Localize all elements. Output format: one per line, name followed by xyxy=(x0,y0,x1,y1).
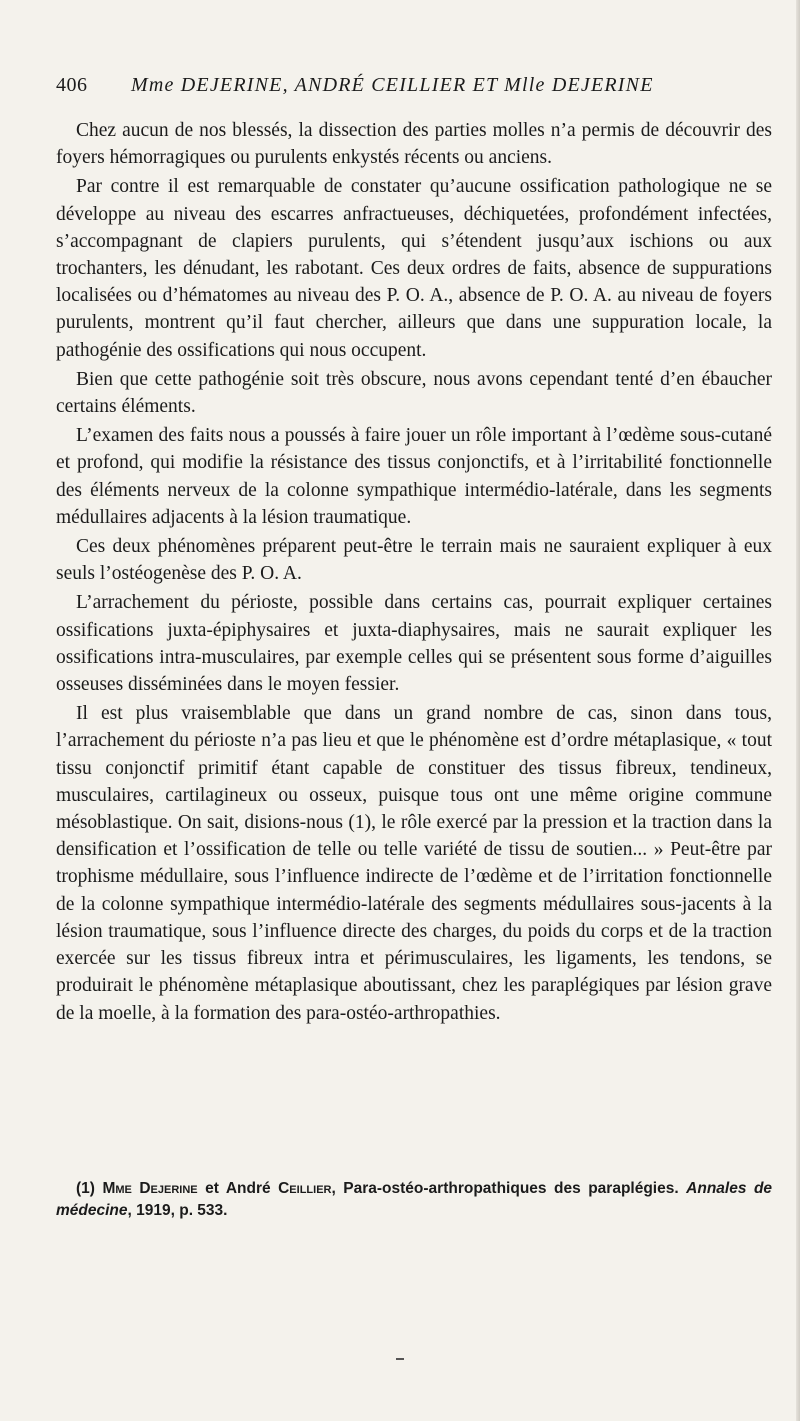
footnote xyxy=(56,1178,772,1222)
print-mark xyxy=(396,1358,404,1360)
footnote-conjunction: et André xyxy=(205,1180,271,1197)
page-edge xyxy=(796,0,800,1421)
paragraph-4: L’examen des faits nous a poussés à faire jouer un rôle important à l’œdème sous-cutané et profond, qui modifie la résistance des tissus conjonctifs, et à l’irritabilité fonctionnelle des éléments nerveux de la colonne sympathique intermédio-latérale, dans les segments médullaires adjacents à la lésion traumatique. xyxy=(56,425,772,528)
paragraph-6: L’arrachement du périoste, possible dans certains cas, pourrait expliquer certaines ossifications juxta-épiphysaires et juxta-diaphysaires, mais ne saurait expliquer les ossifications intra-musculaires, par exemple celles qui se présentent sous forme d’aiguilles osseuses disséminées dans le moyen fessier. xyxy=(56,592,772,696)
paragraph-3: Bien que cette pathogénie soit très obscure, nous avons cependant tenté d’en ébaucher certains éléments. xyxy=(56,368,772,418)
paragraph-2: Par contre il est remarquable de constater qu’aucune ossification pathologique ne se développe au niveau des escarres anfractueuses, déchiquetées, profondément infectées, s’accompagnant de clapiers purulents, qui s’étendent jusqu’aux ischions ou aux trochanters, les dénudant, les rabotant. Ces deux ordres de faits, absence de suppurations localisées ou d’hématomes au niveau des P. O. A., absence de P. O. A. au niveau de foyers purulents, montrent qu’il faut chercher, ailleurs que dans une suppuration locale, la pathogénie des ossifications qui nous occupent. xyxy=(56,176,772,361)
footnote-text xyxy=(56,1178,772,1222)
running-head-authors: Mme DEJERINE, ANDRÉ CEILLIER ET Mlle DEJERINE xyxy=(131,74,654,96)
footnote-details: , 1919, p. 533. xyxy=(127,1202,228,1219)
footnote-title: , Para-ostéo-arthropathiques des paraplégies. xyxy=(331,1180,679,1197)
footnote-journal: Annales de médecine xyxy=(56,1180,773,1219)
footnote-author-2: Ceillier xyxy=(278,1180,332,1197)
footnote-author-1: Mme Dejerine xyxy=(102,1180,198,1197)
paragraph-7: Il est plus vraisemblable que dans un grand nombre de cas, sinon dans tous, l’arrachement du périoste n’a pas lieu et que le phénomène est d’ordre métaplasique, « tout tissu conjonctif primitif étant capable de constituer des tissus fibreux, tendineux, musculaires, cartilagineux ou osseux, puisque tous ont une même origine commune mésoblastique. On sait, disions-nous (1), le rôle exercé par la pression et la traction dans la densification et l’ossification de telle ou telle variété de tissu de soutien... » Peut-être par trophisme médullaire, sous l’influence indirecte de l’œdème et de l’irritation fonctionnelle de la colonne sympathique intermédio-latérale des segments médullaires sous-jacents à la lésion traumatique, sous l’influence directe des charges, du poids du corps et de la traction exercée sur les tissus fibreux intra et périmusculaires, les ligaments, les tendons, se produirait le phénomène métaplasique aboutissant, chez les paraplégiques par lésion grave de la moelle, à la formation des para-ostéo-arthropathies. xyxy=(56,703,772,1024)
page-number: 406 xyxy=(56,74,88,96)
body-text xyxy=(56,117,772,1027)
paragraph-5: Ces deux phénomènes préparent peut-être le terrain mais ne sauraient expliquer à eux seuls l’ostéogenèse des P. O. A. xyxy=(56,536,772,585)
running-header xyxy=(56,74,746,104)
footnote-marker: (1) xyxy=(76,1180,95,1197)
paragraph-1: Chez aucun de nos blessés, la dissection des parties molles n’a permis de découvrir des foyers hémorragiques ou purulents enkystés récents ou anciens. xyxy=(56,120,772,169)
